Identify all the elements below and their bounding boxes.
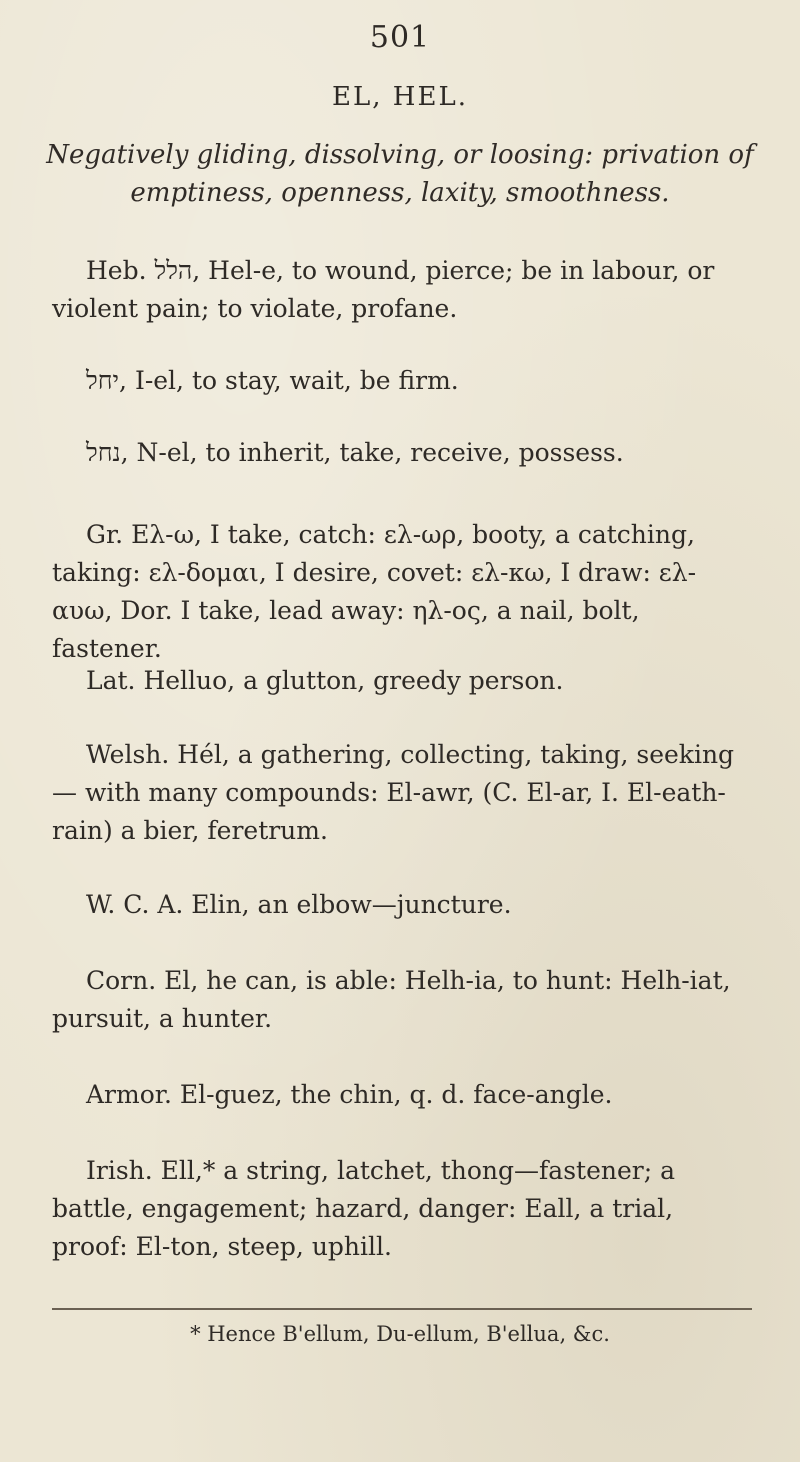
entry-hebrew-hel: Heb. הלל, Hel-e, to wound, pierce; be in labour, or violent pain; to violate, profane.: [52, 256, 715, 323]
entry-irish: Irish. Ell,* a string, latchet, thong—fastener; a battle, engagement; hazard, danger: Eall, a trial, proof: El-ton, steep, uphill.: [52, 1156, 675, 1261]
intro-line-1: Negatively gliding, dissolving, or loosing: privation of: [46, 140, 754, 170]
running-head: EL, HEL.: [332, 82, 468, 112]
entry-hebrew-iel: יחל, I-el, to stay, wait, be firm.: [86, 366, 459, 395]
entry-welsh-cornish-armoric: W. C. A. Elin, an elbow—juncture.: [86, 890, 512, 919]
entry-latin: Lat. Helluo, a glutton, greedy person.: [86, 666, 564, 695]
page-number: 501: [369, 20, 431, 55]
entry-greek: Gr. Ελ-ω, I take, catch: ελ-ωρ, booty, a catching, taking: ελ-δομαι, I desire, covet: ελ-κω, I draw: ελ-αυω, Dor. I take, lead away: ηλ-ος, a nail, bolt, fastener.: [52, 520, 697, 663]
intro-line-2: emptiness, openness, laxity, smoothness.: [130, 178, 670, 208]
entry-cornish: Corn. El, he can, is able: Helh-ia, to hunt: Helh-iat, pursuit, a hunter.: [52, 966, 731, 1033]
entry-welsh: Welsh. Hél, a gathering, collecting, taking, seeking— with many compounds: El-awr, (C. El-ar, I. El-eath-rain) a bier, feretrum.: [52, 740, 735, 845]
entry-hebrew-nel: נחל, N-el, to inherit, take, receive, possess.: [86, 438, 624, 467]
footnote-divider: [52, 1308, 752, 1310]
intro-definition: [0, 136, 800, 212]
footnote: * Hence B'ellum, Du-ellum, B'ellua, &c.: [190, 1322, 610, 1346]
entry-armoric: Armor. El-guez, the chin, q. d. face-angle.: [86, 1080, 613, 1109]
